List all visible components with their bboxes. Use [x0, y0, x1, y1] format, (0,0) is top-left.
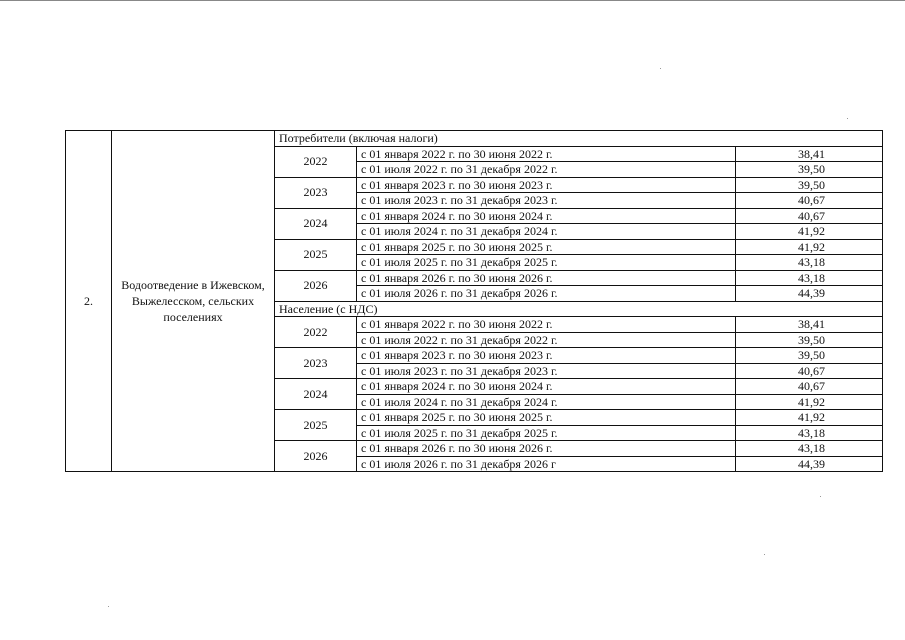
tariff-value-cell: 41,92 [736, 239, 883, 255]
tariff-value-cell: 44,39 [736, 456, 883, 472]
tariff-value-cell: 43,18 [736, 255, 883, 271]
tariff-value-cell: 41,92 [736, 224, 883, 240]
period-cell: с 01 января 2022 г. по 30 июня 2022 г. [357, 317, 736, 333]
group-header-row [66, 131, 883, 147]
period-cell: с 01 января 2025 г. по 30 июня 2025 г. [357, 239, 736, 255]
period-cell: с 01 января 2023 г. по 30 июня 2023 г. [357, 177, 736, 193]
tariff-value-cell: 38,41 [736, 146, 883, 162]
year-cell: 2023 [275, 348, 357, 379]
period-cell: с 01 июля 2022 г. по 31 декабря 2022 г. [357, 162, 736, 178]
tariff-value-cell: 43,18 [736, 425, 883, 441]
period-cell: с 01 января 2022 г. по 30 июня 2022 г. [357, 146, 736, 162]
year-cell: 2024 [275, 379, 357, 410]
year-cell: 2022 [275, 317, 357, 348]
period-cell: с 01 января 2023 г. по 30 июня 2023 г. [357, 348, 736, 364]
period-cell: с 01 июля 2023 г. по 31 декабря 2023 г. [357, 193, 736, 209]
year-cell: 2022 [275, 146, 357, 177]
period-cell: с 01 января 2025 г. по 30 июня 2025 г. [357, 410, 736, 426]
year-cell: 2023 [275, 177, 357, 208]
period-cell: с 01 июля 2026 г. по 31 декабря 2026 г [357, 456, 736, 472]
period-cell: с 01 июля 2024 г. по 31 декабря 2024 г. [357, 394, 736, 410]
tariff-value-cell: 41,92 [736, 394, 883, 410]
period-cell: с 01 июля 2024 г. по 31 декабря 2024 г. [357, 224, 736, 240]
year-cell: 2026 [275, 441, 357, 472]
period-cell: с 01 января 2024 г. по 30 июня 2024 г. [357, 208, 736, 224]
row-number-cell: 2. [66, 131, 112, 472]
scan-speck [660, 68, 661, 69]
period-cell: с 01 января 2024 г. по 30 июня 2024 г. [357, 379, 736, 395]
year-cell: 2025 [275, 410, 357, 441]
period-cell: с 01 июля 2023 г. по 31 декабря 2023 г. [357, 363, 736, 379]
scan-speck [108, 606, 109, 607]
period-cell: с 01 июля 2026 г. по 31 декабря 2026 г. [357, 286, 736, 302]
scan-speck [820, 496, 821, 497]
tariff-value-cell: 41,92 [736, 410, 883, 426]
year-cell: 2024 [275, 208, 357, 239]
tariff-value-cell: 44,39 [736, 286, 883, 302]
group-header-cell: Потребители (включая налоги) [275, 131, 883, 147]
tariff-value-cell: 38,41 [736, 317, 883, 333]
service-name-cell: Водоотведение в Ижевском, Выжелесском, сельских поселениях [112, 131, 275, 472]
tariff-value-cell: 39,50 [736, 332, 883, 348]
tariff-value-cell: 43,18 [736, 441, 883, 457]
period-cell: с 01 июля 2025 г. по 31 декабря 2025 г. [357, 255, 736, 271]
year-cell: 2026 [275, 270, 357, 301]
tariff-value-cell: 40,67 [736, 208, 883, 224]
tariff-table-body [66, 131, 883, 472]
scan-top-edge-line [0, 0, 905, 1]
period-cell: с 01 января 2026 г. по 30 июня 2026 г. [357, 270, 736, 286]
tariff-value-cell: 39,50 [736, 348, 883, 364]
tariff-table [65, 130, 883, 472]
tariff-value-cell: 40,67 [736, 193, 883, 209]
group-header-cell: Население (с НДС) [275, 301, 883, 317]
scan-speck [847, 118, 848, 119]
tariff-value-cell: 39,50 [736, 162, 883, 178]
scan-speck [764, 554, 765, 555]
tariff-value-cell: 43,18 [736, 270, 883, 286]
period-cell: с 01 июля 2025 г. по 31 декабря 2025 г. [357, 425, 736, 441]
period-cell: с 01 июля 2022 г. по 31 декабря 2022 г. [357, 332, 736, 348]
year-cell: 2025 [275, 239, 357, 270]
tariff-value-cell: 40,67 [736, 363, 883, 379]
tariff-value-cell: 39,50 [736, 177, 883, 193]
period-cell: с 01 января 2026 г. по 30 июня 2026 г. [357, 441, 736, 457]
tariff-value-cell: 40,67 [736, 379, 883, 395]
